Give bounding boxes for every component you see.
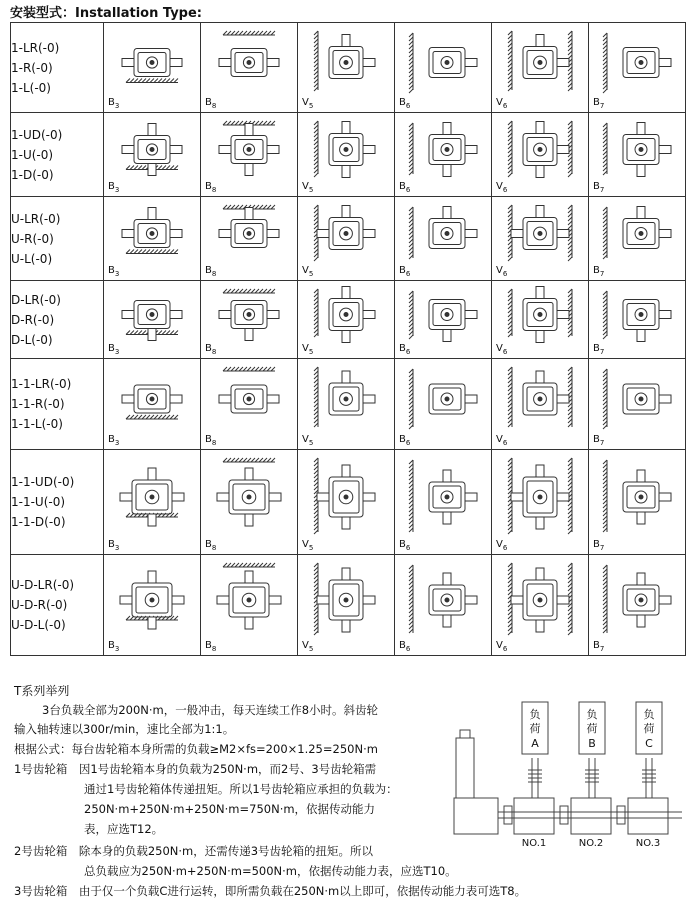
mounting-cell <box>201 23 298 113</box>
install-code: U-D-LR(-0) <box>11 578 75 592</box>
install-code: D-LR(-0) <box>11 292 61 307</box>
install-code: 1-1-R(-0) <box>11 397 65 411</box>
mounting-cell <box>589 555 686 656</box>
mounting-cell <box>298 281 395 359</box>
mounting-code: $V_6$ <box>496 265 508 278</box>
mounting-cell <box>492 197 589 281</box>
install-row-label <box>11 23 104 113</box>
mounting-code: $B_7$ <box>593 640 605 653</box>
mounting-cell <box>298 450 395 555</box>
mounting-cell <box>589 450 686 555</box>
mounting-code: $V_5$ <box>302 434 314 447</box>
mounting-cell <box>492 450 589 555</box>
mounting-code: $B_8$ <box>205 640 217 653</box>
mounting-code: $B_7$ <box>593 343 605 356</box>
install-row-label <box>11 450 104 555</box>
mounting-cell <box>298 23 395 113</box>
mounting-cell <box>298 197 395 281</box>
mounting-code: $B_7$ <box>593 265 605 278</box>
example-line-4: 1号齿轮箱 因1号齿轮箱本身的负载为250N·m，而2号、3号齿轮箱需 <box>14 762 377 776</box>
mounting-cell <box>104 281 201 359</box>
mounting-code: $B_3$ <box>108 97 120 110</box>
mounting-code: $V_6$ <box>496 181 508 194</box>
load-arrangement-diagram <box>452 700 692 850</box>
mounting-code: $V_6$ <box>496 640 508 653</box>
mounting-cell <box>395 23 492 113</box>
mounting-cell <box>589 23 686 113</box>
install-row <box>11 450 686 555</box>
mounting-code: $V_6$ <box>496 539 508 552</box>
mounting-code: $V_5$ <box>302 265 314 278</box>
load-b-char2: 荷 <box>586 722 598 735</box>
install-row <box>11 113 686 197</box>
example-line-1: 3台负载全部为200N·m，一般冲击，每天连续工作8小时。斜齿轮 <box>42 703 379 717</box>
example-line-9: 总负载应为250N·m+250N·m=500N·m，依据传动能力表，应选T10。 <box>84 864 457 878</box>
mounting-cell <box>104 113 201 197</box>
mounting-cell <box>104 450 201 555</box>
box-label-2: NO.2 <box>578 838 604 849</box>
example-line-6: 250N·m+250N·m+250N·m=750N·m，依据传动能力 <box>84 802 376 816</box>
mounting-code: $B_8$ <box>205 434 217 447</box>
install-code: 1-LR(-0) <box>11 40 60 55</box>
example-line-8: 2号齿轮箱 除本身的负载250N·m，还需传递3号齿轮箱的扭矩。所以 <box>14 844 374 858</box>
input-gearbox <box>454 798 498 834</box>
mounting-cell <box>104 197 201 281</box>
load-b-char1: 负 <box>586 708 598 721</box>
install-row <box>11 23 686 113</box>
mounting-cell <box>201 450 298 555</box>
mounting-code: $V_6$ <box>496 343 508 356</box>
install-code: 1-R(-0) <box>11 60 53 75</box>
mounting-code: $B_3$ <box>108 265 120 278</box>
mounting-cell <box>492 359 589 450</box>
mounting-cell <box>589 359 686 450</box>
mounting-cell <box>298 113 395 197</box>
mounting-code: $B_8$ <box>205 97 217 110</box>
install-code: 1-1-UD(-0) <box>11 475 75 489</box>
example-line-3: 根据公式：每台齿轮箱本身所需的负载≥M2×fs=200×1.25=250N·m <box>14 742 378 756</box>
gearbox-1 <box>514 798 554 834</box>
mounting-code: $V_5$ <box>302 343 314 356</box>
box-label-1: NO.1 <box>521 838 547 849</box>
install-code: U-D-R(-0) <box>11 598 68 612</box>
install-code: U-D-L(-0) <box>11 618 66 632</box>
mounting-cell <box>589 197 686 281</box>
mounting-cell <box>201 197 298 281</box>
install-row-label <box>11 197 104 281</box>
mounting-code: $B_3$ <box>108 181 120 194</box>
example-line-5: 通过1号齿轮箱体传递扭矩。所以1号齿轮箱应承担的负载为： <box>84 782 398 796</box>
mounting-cell <box>395 281 492 359</box>
load-c-char1: 负 <box>643 708 655 721</box>
mounting-code: $B_7$ <box>593 181 605 194</box>
install-code: 1-U(-0) <box>11 147 54 162</box>
example-line-10: 3号齿轮箱 由于仅一个负载C进行运转，即所需负载在250N·m以上即可，依据传动能力表可选T8。 <box>14 884 527 898</box>
installation-type-table <box>10 22 686 656</box>
load-a-char2: 荷 <box>529 722 541 735</box>
mounting-code: $B_6$ <box>399 181 411 194</box>
mounting-code: $B_8$ <box>205 539 217 552</box>
mounting-code: $V_5$ <box>302 181 314 194</box>
install-code: 1-1-D(-0) <box>11 515 66 529</box>
install-code: D-L(-0) <box>11 332 53 347</box>
mounting-cell <box>298 359 395 450</box>
gearbox-2 <box>571 798 611 834</box>
mounting-code: $B_3$ <box>108 434 120 447</box>
mounting-code: $V_5$ <box>302 640 314 653</box>
mounting-code: $B_3$ <box>108 539 120 552</box>
mounting-code: $B_6$ <box>399 640 411 653</box>
load-b-letter: B <box>588 737 596 750</box>
install-code: 1-L(-0) <box>11 80 51 95</box>
install-code: 1-1-L(-0) <box>11 417 63 431</box>
install-row <box>11 359 686 450</box>
mounting-cell <box>492 555 589 656</box>
mounting-code: $V_5$ <box>302 97 314 110</box>
mounting-code: $V_5$ <box>302 539 314 552</box>
mounting-cell <box>395 113 492 197</box>
example-line-2: 输入轴转速以300r/min，速比全部为1:1。 <box>14 722 235 736</box>
install-row <box>11 555 686 656</box>
install-code: U-LR(-0) <box>11 211 61 226</box>
mounting-code: $B_8$ <box>205 343 217 356</box>
mounting-cell <box>201 113 298 197</box>
mounting-cell <box>298 555 395 656</box>
mounting-code: $B_6$ <box>399 343 411 356</box>
gearbox-3 <box>628 798 668 834</box>
install-code: 1-D(-0) <box>11 167 54 182</box>
mounting-code: $B_6$ <box>399 539 411 552</box>
mounting-cell <box>395 555 492 656</box>
mounting-cell <box>104 359 201 450</box>
install-code: U-R(-0) <box>11 231 54 246</box>
page-title: 安装型式：Installation Type: <box>10 6 203 21</box>
mounting-cell <box>201 359 298 450</box>
load-a-letter: A <box>531 737 539 750</box>
mounting-cell <box>104 555 201 656</box>
install-row <box>11 197 686 281</box>
install-row-label <box>11 555 104 656</box>
mounting-cell <box>395 197 492 281</box>
load-a-char1: 负 <box>529 708 541 721</box>
mounting-cell <box>395 359 492 450</box>
mounting-code: $B_6$ <box>399 265 411 278</box>
load-c-char2: 荷 <box>643 722 655 735</box>
mounting-cell <box>201 555 298 656</box>
install-code: 1-1-LR(-0) <box>11 377 72 391</box>
box-label-3: NO.3 <box>635 838 661 849</box>
mounting-code: $B_8$ <box>205 265 217 278</box>
mounting-cell <box>492 113 589 197</box>
mounting-cell <box>201 281 298 359</box>
install-code: 1-1-U(-0) <box>11 495 66 509</box>
mounting-cell <box>492 281 589 359</box>
load-c-letter: C <box>645 737 653 750</box>
mounting-code: $B_7$ <box>593 539 605 552</box>
mounting-code: $V_6$ <box>496 434 508 447</box>
mounting-code: $B_6$ <box>399 97 411 110</box>
input-shaft-housing <box>456 738 474 798</box>
install-code: U-L(-0) <box>11 251 53 266</box>
mounting-cell <box>589 113 686 197</box>
mounting-cell <box>492 23 589 113</box>
install-code: D-R(-0) <box>11 312 55 327</box>
install-row-label <box>11 113 104 197</box>
mounting-cell <box>104 23 201 113</box>
example-line-7: 表，应选T12。 <box>84 822 164 836</box>
mounting-code: $B_7$ <box>593 97 605 110</box>
example-title: T系列举列 <box>14 684 70 698</box>
install-code: 1-UD(-0) <box>11 127 63 142</box>
mounting-code: $B_7$ <box>593 434 605 447</box>
mounting-code: $B_6$ <box>399 434 411 447</box>
mounting-code: $V_6$ <box>496 97 508 110</box>
mounting-code: $B_3$ <box>108 640 120 653</box>
mounting-code: $B_8$ <box>205 181 217 194</box>
mounting-cell <box>589 281 686 359</box>
mounting-code: $B_3$ <box>108 343 120 356</box>
install-row-label <box>11 281 104 359</box>
mounting-cell <box>395 450 492 555</box>
install-row-label <box>11 359 104 450</box>
install-row <box>11 281 686 359</box>
